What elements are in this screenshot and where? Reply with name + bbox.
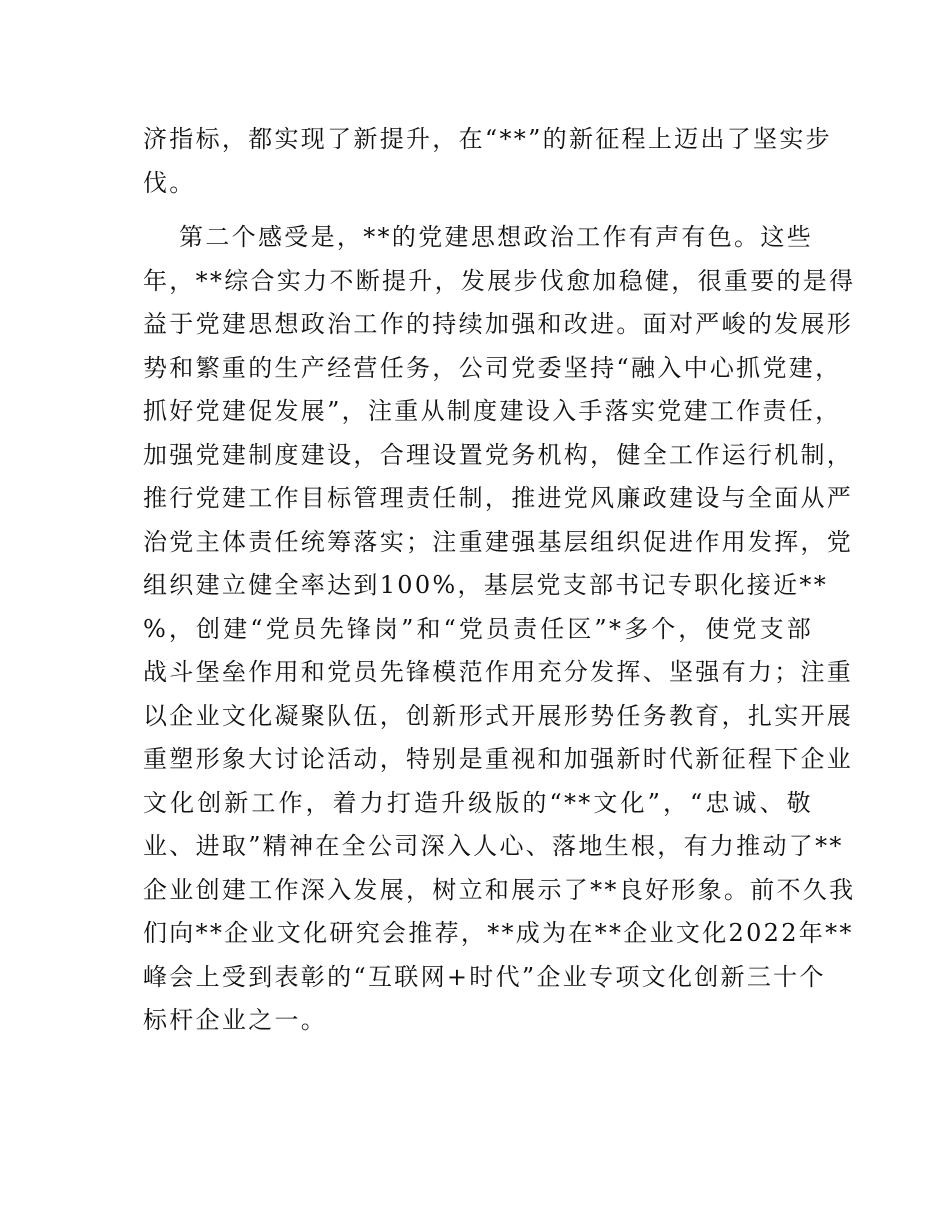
paragraph-line: 组织建立健全率达到100%，基层党支部书记专职化接近** [143,571,829,599]
paragraph-line: 推行党建工作目标管理责任制，推进党风廉政建设与全面从严 [143,484,854,512]
paragraph-line: 文化创新工作，着力打造升级版的“**文化”，“忠诚、敬 [143,788,813,817]
paragraph-line: 抓好党建促发展”，注重从制度建设入手落实党建工作责任， [143,397,842,425]
paragraph-line: 战斗堡垒作用和党员先锋模范作用充分发挥、坚强有力；注重 [143,658,854,686]
paragraph-line: 标杆企业之一。 [143,1006,328,1034]
paragraph-line: 以企业文化凝聚队伍，创新形式开展形势任务教育，扎实开展 [143,701,854,730]
paragraph-line: 年，**综合实力不断提升，发展步伐愈加稳健，很重要的是得 [143,266,856,295]
paragraph-line: 益于党建思想政治工作的持续加强和改进。面对严峻的发展形 [143,310,854,338]
paragraph-line: 业、进取”精神在全公司深入人心、落地生根，有力推动了** [143,832,844,860]
paragraph-line: 势和繁重的生产经营任务，公司党委坚持“融入中心抓党建， [143,353,842,382]
paragraph-line: 济指标，都实现了新提升，在“**”的新征程上迈出了坚实步 [143,125,832,153]
paragraph-line: 伐。 [143,168,196,197]
paragraph-line: %，创建“党员先锋岗”和“党员责任区”*多个，使党支部 [143,614,813,643]
paragraph-2 [143,216,856,1043]
paragraph-line: 第二个感受是，**的党建思想政治工作有声有色。这些 [179,223,813,251]
paragraph-line: 峰会上受到表彰的“互联网+时代”企业专项文化创新三十个 [143,962,826,991]
paragraph-line: 加强党建制度建设，合理设置党务机构，健全工作运行机制， [143,440,854,469]
paragraph-line: 治党主体责任统筹落实；注重建强基层组织促进作用发挥，党 [143,527,854,556]
paragraph-1 [143,118,832,205]
paragraph-line: 重塑形象大讨论活动，特别是重视和加强新时代新征程下企业 [143,745,854,773]
paragraph-line: 们向**企业文化研究会推荐，**成为在**企业文化2022年** [143,919,854,947]
paragraph-line: 企业创建工作深入发展，树立和展示了**良好形象。前不久我 [143,875,856,904]
